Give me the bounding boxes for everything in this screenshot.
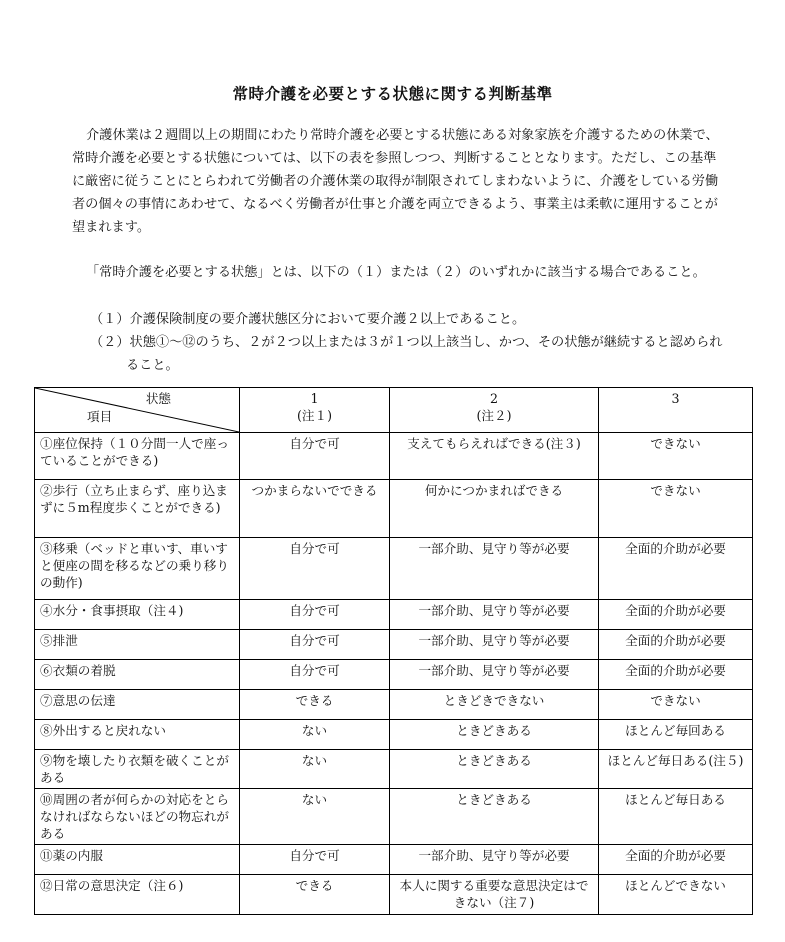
diagonal-line (35, 388, 239, 432)
row-level-1: 自分で可 (240, 845, 390, 875)
row-level-2: 一部介助、見守り等が必要 (390, 845, 599, 875)
row-level-3: 全面的介助が必要 (599, 538, 753, 600)
row-level-3: できない (599, 690, 753, 720)
definition-paragraph: 「常時介護を必要とする状態」とは、以下の（１）または（２）のいずれかに該当する場合であること。 (86, 265, 706, 280)
row-item-label: ⑪薬の内服 (35, 845, 240, 875)
row-item-label: ⑨物を壊したり衣類を破くことがある (35, 750, 240, 789)
table-row (35, 660, 753, 690)
table-row (35, 433, 753, 480)
header-col-3: 3 (599, 388, 753, 433)
row-level-1: 自分で可 (240, 600, 390, 630)
row-item-label: ⑫日常の意思決定（注６) (35, 875, 240, 915)
row-item-label: ⑤排泄 (35, 630, 240, 660)
row-level-3: できない (599, 433, 753, 480)
row-level-1: 自分で可 (240, 660, 390, 690)
row-level-3: ほとんど毎日ある(注５) (599, 750, 753, 789)
row-item-label: ④水分・食事摂取（注４) (35, 600, 240, 630)
table-row (35, 789, 753, 845)
header-corner-cell (35, 388, 240, 433)
row-level-2: 支えてもらえればできる(注３) (390, 433, 599, 480)
row-level-3: 全面的介助が必要 (599, 845, 753, 875)
row-item-label: ②歩行（立ち止まらず、座り込まずに５m程度歩くことができる) (35, 480, 240, 538)
row-level-3: ほとんど毎日ある (599, 789, 753, 845)
table-row (35, 720, 753, 750)
header-col-1: 1 (注１) (240, 388, 390, 433)
table-row (35, 538, 753, 600)
row-level-2: 一部介助、見守り等が必要 (390, 600, 599, 630)
row-item-label: ⑦意思の伝達 (35, 690, 240, 720)
row-level-1: ない (240, 789, 390, 845)
row-level-1: できる (240, 690, 390, 720)
row-level-2: ときどきある (390, 750, 599, 789)
header-state-label: 状態 (145, 391, 171, 406)
row-level-3: 全面的介助が必要 (599, 660, 753, 690)
row-item-label: ⑧外出すると戻れない (35, 720, 240, 750)
row-level-1: 自分で可 (240, 433, 390, 480)
row-item-label: ⑩周囲の者が何らかの対応をとらなければならないほどの物忘れがある (35, 789, 240, 845)
row-level-1: ない (240, 750, 390, 789)
row-level-2: 本人に関する重要な意思決定はできない（注７) (390, 875, 599, 915)
page-title: 常時介護を必要とする状態に関する判断基準 (232, 85, 553, 103)
row-level-2: 一部介助、見守り等が必要 (390, 660, 599, 690)
table-row (35, 690, 753, 720)
header-item-label: 項目 (87, 409, 113, 424)
row-level-1: 自分で可 (240, 630, 390, 660)
criterion-1: （１）介護保険制度の要介護状態区分において要介護２以上であること。 (90, 312, 526, 327)
intro-paragraph: 介護休業は２週間以上の期間にわたり常時介護を必要とする状態にある対象家族を介護するための休業で、常時介護を必要とする状態については、以下の表を参照しつつ、判断することとなります。ただし、この基準に厳密に従うことにとらわれて労働者の介護休業の取得が制限されてしまわないように、介護をしている労働者の個々の事情にあわせて、なるべく労働者が仕事と介護を両立できるよう、事業主は柔軟に運用することが望まれます。 (72, 128, 719, 235)
criterion-2: （２）状態①～⑫のうち、２が２つ以上または３が１つ以上該当し、かつ、その状態が継続すると認められること。 (90, 335, 723, 373)
row-level-2: ときどきある (390, 789, 599, 845)
row-level-3: ほとんどできない (599, 875, 753, 915)
row-level-3: できない (599, 480, 753, 538)
table-row (35, 845, 753, 875)
row-level-2: 一部介助、見守り等が必要 (390, 538, 599, 600)
row-item-label: ③移乗（ベッドと車いす、車いすと便座の間を移るなどの乗り移りの動作) (35, 538, 240, 600)
row-level-1: 自分で可 (240, 538, 390, 600)
row-level-1: できる (240, 875, 390, 915)
table-row (35, 600, 753, 630)
row-level-3: ほとんど毎回ある (599, 720, 753, 750)
row-level-3: 全面的介助が必要 (599, 630, 753, 660)
header-col-2: 2 (注２) (390, 388, 599, 433)
row-level-3: 全面的介助が必要 (599, 600, 753, 630)
row-level-2: ときどきできない (390, 690, 599, 720)
table-header-row (35, 388, 753, 433)
row-level-1: ない (240, 720, 390, 750)
row-item-label: ⑥衣類の着脱 (35, 660, 240, 690)
criteria-table (34, 387, 753, 915)
row-level-2: 一部介助、見守り等が必要 (390, 630, 599, 660)
row-level-2: 何かにつかまればできる (390, 480, 599, 538)
table-row (35, 750, 753, 789)
header-col-2-note: (注２) (476, 408, 512, 423)
row-level-2: ときどきある (390, 720, 599, 750)
row-item-label: ①座位保持（１０分間一人で座っていることができる) (35, 433, 240, 480)
header-col-1-note: (注１) (296, 408, 332, 423)
table-row (35, 875, 753, 915)
table-row (35, 630, 753, 660)
row-level-1: つかまらないでできる (240, 480, 390, 538)
table-row (35, 480, 753, 538)
